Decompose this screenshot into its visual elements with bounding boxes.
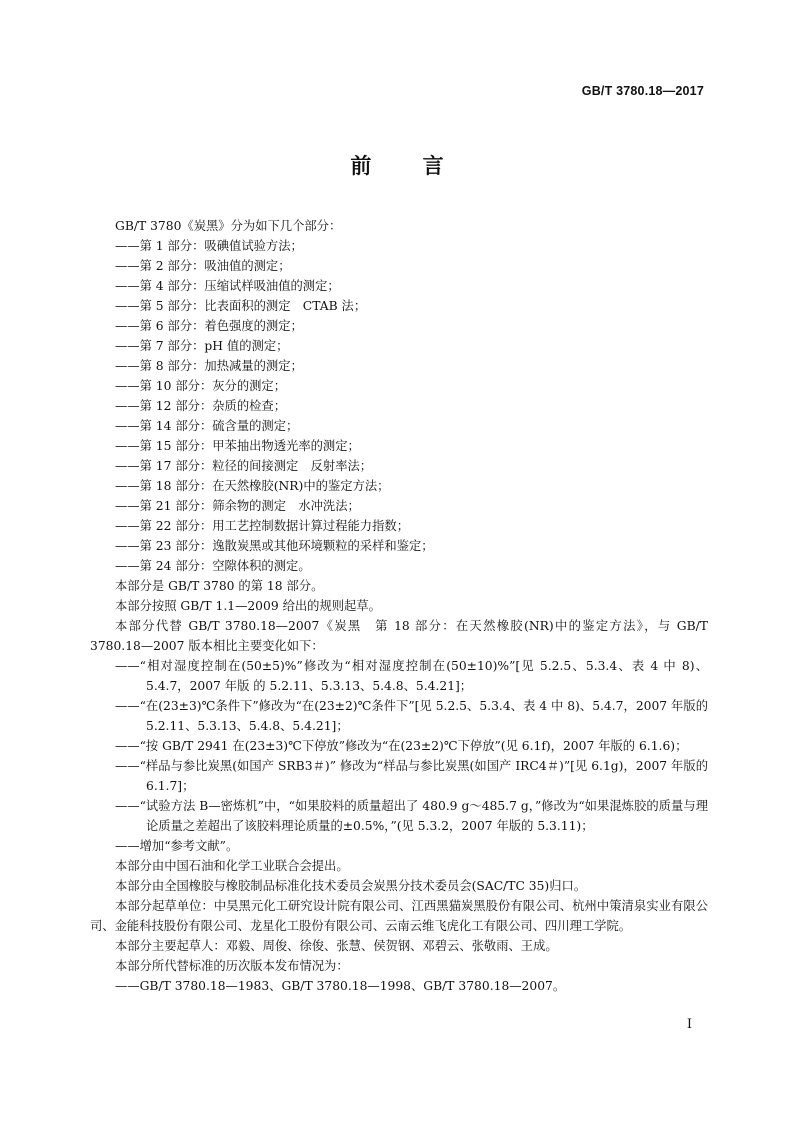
part-list-item: ——第 22 部分：用工艺控制数据计算过程能力指数； [115,519,409,533]
page-number: I [686,1017,692,1032]
change-list-item: ——“相对湿度控制在(50±5)%”修改为“相对湿度控制在(50±10)%”[见 5.2.5、5.3.4、表 4 中 8)、5.4.7，2007 年版 的 5.2.11、5.3.13、5.4.8、5.4.21]； [115,659,708,693]
history-intro-paragraph: 本部分所代替标准的历次版本发布情况为： [115,959,349,973]
part-list-item: ——第 24 部分：空隙体积的测定。 [115,559,311,573]
change-list-item: ——“样品与参比炭黑(如国产 SRB3＃)” 修改为“样品与参比炭黑(如国产 IRC4＃)”[见 6.1g)，2007 年版的 6.1.7]； [115,759,708,793]
part-list-item: ——第 14 部分：硫含量的测定； [115,419,299,433]
intro-paragraph: GB/T 3780《炭黑》分为如下几个部分： [115,219,342,233]
change-list-item: ——“在(23±3)℃条件下”修改为“在(23±2)℃条件下”[见 5.2.5、5.3.4、表 4 中 8)、5.4.7，2007 年版的 5.2.11、5.3.13、5.4.8、5.4.21]； [115,699,708,733]
part-list-item: ——第 23 部分：逸散炭黑或其他环境颗粒的采样和鉴定； [115,539,434,553]
part-list-item: ——第 5 部分：比表面积的测定 CTAB 法； [115,299,367,313]
history-list-item: ——GB/T 3780.18—1983、GB/T 3780.18—1998、GB/T 3780.18—2007。 [115,979,566,993]
standard-number: GB/T 3780.18—2017 [581,84,704,98]
part-list-item: ——第 8 部分：加热减量的测定； [115,359,303,373]
drafters-paragraph: 本部分主要起草人：邓毅、周俊、徐俊、张慧、侯贺钢、邓碧云、张敬雨、王成。 [115,939,558,953]
part-list-item: ——第 21 部分：筛余物的测定 水冲洗法； [115,499,360,513]
part-list-item: ——第 18 部分：在天然橡胶(NR)中的鉴定方法； [115,479,390,493]
part-list-item: ——第 4 部分：压缩试样吸油值的测定； [115,279,340,293]
proposed-by-paragraph: 本部分由中国石油和化学工业联合会提出。 [115,859,349,873]
part-list-item: ——第 10 部分：灰分的测定； [115,379,287,393]
part-list-item: ——第 1 部分：吸碘值试验方法； [115,239,303,253]
part-list-item: ——第 7 部分：pH 值的测定； [115,339,289,353]
page-title: 前 言 [350,154,466,178]
part-list-item: ——第 17 部分：粒径的间接测定 反射率法； [115,459,373,473]
drafting-units-paragraph: 本部分起草单位：中昊黑元化工研究设计院有限公司、江西黑猫炭黑股份有限公司、杭州中策清泉实业有限公司、金能科技股份有限公司、龙星化工股份有限公司、云南云维飞虎化工有限公司、四川理工学院。 [90,899,708,933]
foreword-body [90,216,708,996]
change-list-item: ——“按 GB/T 2941 在(23±3)℃下停放”修改为“在(23±2)℃下停放”(见 6.1f)，2007 年版的 6.1.6)； [115,739,688,753]
drafting-rules-paragraph: 本部分按照 GB/T 1.1—2009 给出的规则起草。 [115,599,381,613]
part-number-paragraph: 本部分是 GB/T 3780 的第 18 部分。 [115,579,324,593]
change-list-item: ——“试验方法 B—密炼机”中，“如果胶料的质量超出了 480.9 g～485.7 g，”修改为“如果混炼胶的质量与理论质量之差超出了该胶料理论质量的±0.5%，”(见 5.3.2，2007 年版的 5.3.11)； [115,799,708,833]
part-list-item: ——第 2 部分：吸油值的测定； [115,259,291,273]
centralized-by-paragraph: 本部分由全国橡胶与橡胶制品标准化技术委员会炭黑分技术委员会(SAC/TC 35)归口。 [115,879,587,893]
part-list-item: ——第 6 部分：着色强度的测定； [115,319,303,333]
part-list-item: ——第 15 部分：甲苯抽出物透光率的测定； [115,439,360,453]
change-list-item: ——增加“参考文献”。 [115,839,239,853]
part-list-item: ——第 12 部分：杂质的检查； [115,399,287,413]
replacement-paragraph: 本部分代替 GB/T 3780.18—2007《炭黑 第 18 部分：在天然橡胶(NR)中的鉴定方法》，与 GB/T 3780.18—2007 版本相比主要变化如下： [90,619,708,653]
